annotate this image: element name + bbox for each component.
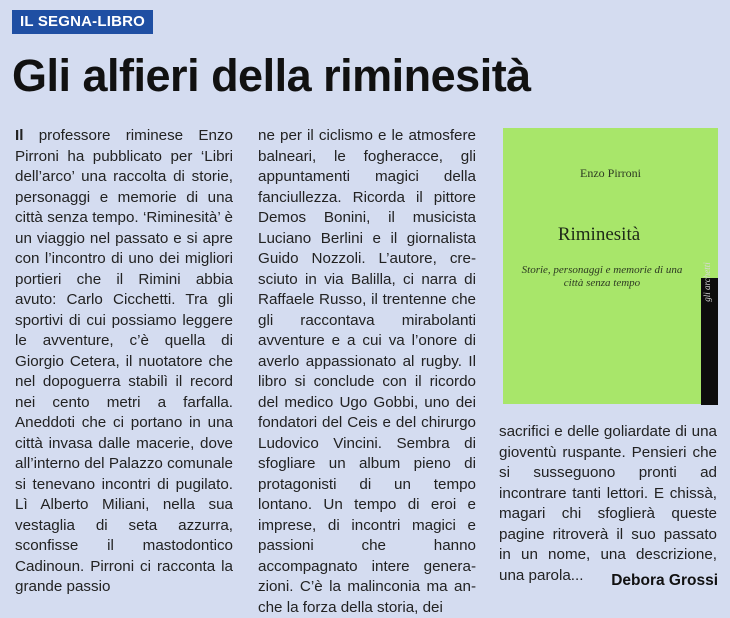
book-spine: [701, 262, 718, 405]
book-title: Riminesità: [557, 224, 641, 245]
lead-word: Il: [15, 127, 24, 144]
publisher-logo: gli archetti: [702, 262, 712, 302]
book-author: Enzo Pirroni: [580, 166, 641, 180]
book-cover-image: [503, 128, 718, 404]
byline: Debora Grossi: [611, 572, 718, 589]
section-label: IL SEGNA-LIBRO: [12, 10, 153, 34]
column-3-text: sacrifici e delle goliardate di una gioventù ruspante. Pensieri che si susseguono pronti ad incontrare tanti lettori. E chissà, magari chi sfoglierà queste pagine ritroverà il suo passato in un nome, una descrizione, una parola...: [499, 423, 717, 584]
book-subtitle: Storie, personaggi e memorie di una città senza tempo: [521, 264, 683, 289]
column-1-body: professore riminese Enzo Pirroni ha pubblicato per ‘Libri dell’arco’ una raccolta di storie, personaggi e memorie di una città senza tempo. ‘Riminesità’ è un viaggio nel passato e si apre con l’incontro di uno dei migliori portieri che il Rimini abbia avuto: Carlo Cicchetti. Tra gli sportivi di cui possiamo leggere le avventure, c’è quella di Giorgio Cetera, il nuotatore che nel dopoguerra stabilì il record nei cento metri a farfalla. Aneddoti che ci portano in una città invasa dalle macerie, dove all’interno del Palazzo comunale si tenevano incontri di pugilato. Lì Alberto Miliani, nella sua vestaglia di seta azzurra, sconfisse il mastodontico Cadinoun. Pirroni ci racconta la grande passio: [15, 127, 233, 595]
article-column-3: [499, 422, 717, 586]
column-2-text: ne per il ciclismo e le atmosfere balneari, le fogheracce, gli appuntamenti magici della fanciullezza. Ricorda il pittore Demos Bonini, il musicista Luciano Berlini e il giornalista Guido Nozzoli. L’autore, cresciuto in via Balilla, ci narra di Raffaele Russo, il trentenne che gli raccontava mirabolanti avventure e a cui va l’onore di averlo appassionato al rugby. Il libro si conclude con il ricordo del medico Ugo Gobbi, uno dei fondatori del Ceis e del chirurgo Ludovico Vincini. Sembra di sfogliare un album pieno di protagonisti di un tempo lontano. Un tempo di eroi e imprese, di incontri magici e passioni che hanno accompagnato intere generazioni. C’è la malinconia ma anche la forza della storia, dei: [258, 127, 476, 616]
headline: Gli alfieri della riminesità: [12, 50, 531, 101]
article-column-1: [15, 126, 233, 598]
column-1-text: [15, 126, 233, 598]
article-column-2: [258, 126, 476, 618]
